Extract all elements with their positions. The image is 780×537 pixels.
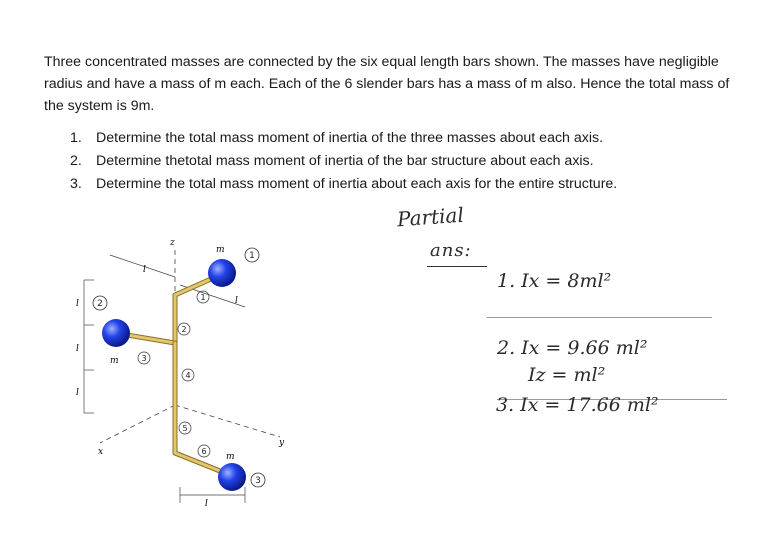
- answer-2a: 2. Ix = 9.66 ml²: [497, 337, 648, 359]
- z-axis-label: z: [170, 238, 175, 248]
- mass-id: 2: [97, 299, 103, 309]
- length-label: l: [235, 296, 238, 306]
- problem-intro: Three concentrated masses are connected by the six equal length bars shown. The masses have negligible radius and have a mass of m each. Each of the 6 slender bars has a mass of m also. Hence the total mass of the system is 9m.: [44, 54, 730, 114]
- task-text: Determine the total mass moment of inertia of the three masses about each axis.: [96, 130, 604, 146]
- mass-ball-1: [208, 259, 236, 287]
- task-item: [70, 150, 760, 173]
- answer-2b: Iz = ml²: [528, 364, 606, 386]
- mass-label: m: [216, 245, 225, 255]
- task-item: [70, 173, 760, 196]
- answer-3: 3. Ix = 17.66 ml²: [496, 394, 659, 416]
- length-label: l: [205, 499, 208, 509]
- mass-ball-3: [218, 463, 246, 491]
- y-axis-line: [175, 405, 280, 437]
- task-list: [70, 127, 760, 196]
- mass-ball-2: [102, 319, 130, 347]
- task-item: [70, 127, 760, 150]
- answer-1: 1. Ix = 8ml²: [497, 270, 612, 292]
- answers-subheading: ans:: [430, 240, 472, 261]
- task-text: Determine thetotal mass moment of inertia of the bar structure about each axis.: [96, 153, 594, 169]
- task-number: 2.: [70, 153, 82, 169]
- x-axis-line: [100, 405, 175, 443]
- length-label: l: [76, 344, 79, 354]
- bar-structure: [115, 275, 230, 475]
- task-text: Determine the total mass moment of inertia about each axis for the entire structure.: [96, 176, 618, 192]
- task-number: 3.: [70, 176, 82, 192]
- length-label: l: [76, 388, 79, 398]
- length-label: l: [143, 265, 146, 275]
- mass-label: m: [110, 356, 119, 366]
- partial-answers-heading: Partial: [396, 202, 465, 232]
- y-axis-label: y: [279, 438, 285, 448]
- mass-id: 3: [255, 476, 261, 486]
- bar-outline: [115, 275, 220, 343]
- structure-figure: [70, 225, 300, 525]
- bar-id: 6: [201, 447, 207, 456]
- mass-label: m: [226, 452, 235, 462]
- x-axis-label: x: [98, 447, 104, 457]
- bar-fill: [115, 275, 220, 343]
- bar-id: 1: [200, 293, 206, 302]
- answers-underline: [427, 266, 487, 267]
- bar-id: 5: [182, 424, 188, 433]
- mass-id-markers: [93, 248, 265, 487]
- length-label: l: [76, 299, 79, 309]
- task-number: 1.: [70, 130, 82, 146]
- mass-id: 1: [249, 251, 255, 261]
- bar-id: 4: [185, 371, 191, 380]
- answer-separator: [487, 317, 712, 318]
- bar-id: 2: [181, 325, 187, 334]
- bar-id: 3: [141, 354, 147, 363]
